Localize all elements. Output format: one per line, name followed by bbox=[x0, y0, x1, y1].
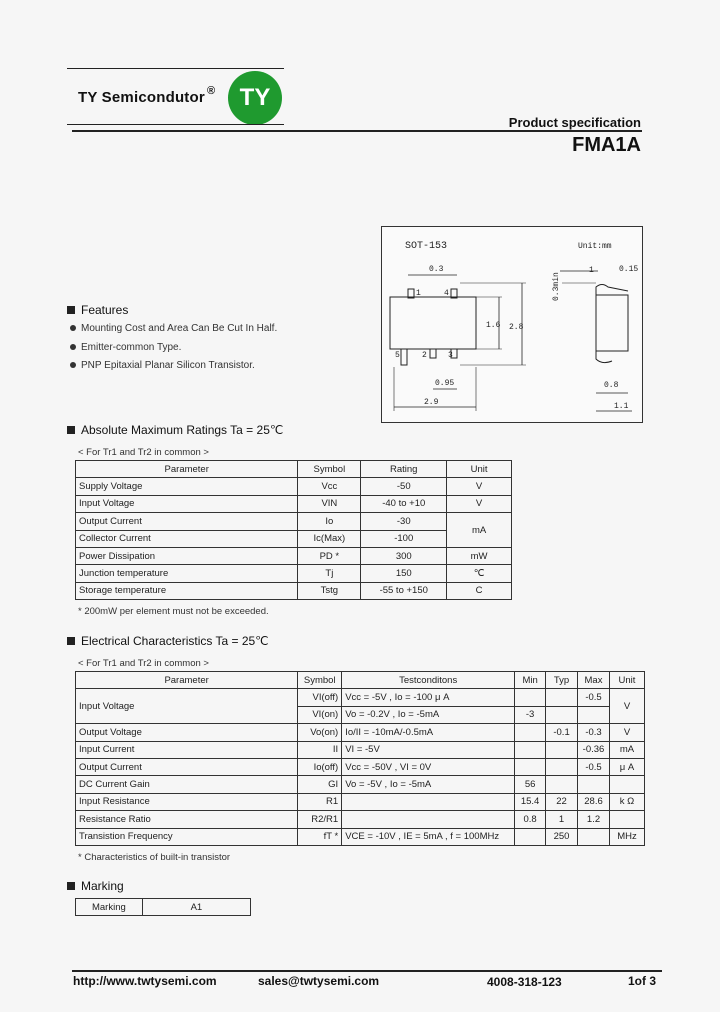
column-header: Parameter bbox=[76, 461, 298, 478]
dim-0-3-min: 0.3min bbox=[552, 272, 561, 301]
dim-2-8-vertical: 2.8 bbox=[509, 323, 524, 332]
param-cell: Input Resistance bbox=[76, 793, 298, 810]
param-cell: Junction temperature bbox=[76, 565, 298, 582]
unit-cell: mA bbox=[447, 513, 512, 548]
param-cell: Input Current bbox=[76, 741, 298, 758]
table-row bbox=[76, 758, 645, 775]
feature-item bbox=[70, 342, 181, 353]
pin-label-5: 5 bbox=[395, 351, 400, 360]
product-specification-label: Product specification bbox=[508, 115, 641, 130]
symbol-cell: PD * bbox=[298, 547, 361, 564]
typ-cell: 250 bbox=[546, 828, 578, 845]
ec-footnote: * Characteristics of built-in transistor bbox=[78, 852, 231, 863]
header-bottom-rule bbox=[67, 124, 284, 125]
section-bullet-icon bbox=[67, 637, 75, 645]
footer-phone: 4008-318-123 bbox=[487, 975, 562, 989]
column-header: Symbol bbox=[298, 672, 342, 689]
symbol-cell: Ic(Max) bbox=[298, 530, 361, 547]
table-row bbox=[76, 793, 645, 810]
min-cell: 0.8 bbox=[515, 811, 546, 828]
table-header-row bbox=[76, 672, 645, 689]
rating-cell: 150 bbox=[361, 565, 447, 582]
company-name: TY Semicondutor bbox=[78, 89, 205, 106]
unit-cell: mA bbox=[609, 741, 644, 758]
param-cell: Transistion Frequency bbox=[76, 828, 298, 845]
condition-cell: VCE = -10V , IE = 5mA , f = 100MHz bbox=[342, 828, 515, 845]
footer-page-number: 1of 3 bbox=[628, 974, 657, 988]
param-cell: Input Voltage bbox=[76, 495, 298, 512]
max-cell: 1.2 bbox=[578, 811, 610, 828]
features-title: Features bbox=[81, 303, 129, 317]
lead-bottom-2 bbox=[430, 349, 436, 358]
feature-text: Mounting Cost and Area Can Be Cut In Half. bbox=[81, 323, 278, 334]
unit-cell bbox=[609, 811, 644, 828]
param-cell: Output Current bbox=[76, 758, 298, 775]
lead-bottom-5 bbox=[401, 349, 407, 365]
amr-table bbox=[75, 460, 512, 600]
unit-cell: V bbox=[609, 724, 644, 741]
package-unit: Unit:mm bbox=[578, 242, 612, 251]
dim-0-3: 0.3 bbox=[429, 265, 444, 274]
table-row bbox=[76, 565, 512, 582]
condition-cell: Vo = -5V , Io = -5mA bbox=[342, 776, 515, 793]
column-header: Max bbox=[578, 672, 610, 689]
feature-text: PNP Epitaxial Planar Silicon Transistor. bbox=[81, 360, 255, 371]
condition-cell: Io/II = -10mA/-0.5mA bbox=[342, 724, 515, 741]
amr-subnote: < For Tr1 and Tr2 in common > bbox=[78, 447, 209, 458]
typ-cell: -0.1 bbox=[546, 724, 578, 741]
symbol-cell: Vcc bbox=[298, 478, 361, 495]
min-cell: -3 bbox=[515, 706, 546, 723]
typ-cell: 1 bbox=[546, 811, 578, 828]
footer-rule bbox=[72, 970, 662, 972]
rating-cell: -40 to +10 bbox=[361, 495, 447, 512]
package-name: SOT-153 bbox=[405, 241, 448, 252]
amr-heading bbox=[67, 423, 283, 437]
section-bullet-icon bbox=[67, 306, 75, 314]
bullet-dot-icon bbox=[70, 325, 76, 331]
max-cell bbox=[578, 776, 610, 793]
max-cell bbox=[578, 828, 610, 845]
ec-table bbox=[75, 671, 645, 846]
max-cell: -0.5 bbox=[578, 689, 610, 706]
max-cell: -0.36 bbox=[578, 741, 610, 758]
param-cell: Storage temperature bbox=[76, 582, 298, 599]
column-header: Rating bbox=[361, 461, 447, 478]
min-cell bbox=[515, 828, 546, 845]
pin-label-3: 3 bbox=[448, 351, 453, 360]
param-cell: Resistance Ratio bbox=[76, 811, 298, 828]
symbol-cell: Io(off) bbox=[298, 758, 342, 775]
dim-1-6: 1.6 bbox=[486, 321, 501, 330]
condition-cell bbox=[342, 793, 515, 810]
marking-heading bbox=[67, 879, 124, 893]
table-row bbox=[76, 513, 512, 530]
column-header: Min bbox=[515, 672, 546, 689]
typ-cell: 22 bbox=[546, 793, 578, 810]
symbol-cell: fT * bbox=[298, 828, 342, 845]
table-header-row bbox=[76, 461, 512, 478]
min-cell: 15.4 bbox=[515, 793, 546, 810]
company-logo: TY bbox=[228, 71, 282, 125]
table-row bbox=[76, 582, 512, 599]
rating-cell: -55 to +150 bbox=[361, 582, 447, 599]
feature-item bbox=[70, 323, 277, 334]
table-row bbox=[76, 776, 645, 793]
symbol-cell: VI(on) bbox=[298, 706, 342, 723]
package-side-view bbox=[596, 295, 628, 351]
package-outline-svg bbox=[382, 227, 642, 422]
symbol-cell: VIN bbox=[298, 495, 361, 512]
footer-email-link[interactable]: sales@twtysemi.com bbox=[258, 974, 380, 988]
table-row bbox=[76, 478, 512, 495]
pin-label-2: 2 bbox=[422, 351, 427, 360]
table-row bbox=[76, 495, 512, 512]
unit-cell: ℃ bbox=[447, 565, 512, 582]
section-bullet-icon bbox=[67, 882, 75, 890]
feature-text: Emitter-common Type. bbox=[81, 342, 182, 353]
symbol-cell: Tstg bbox=[298, 582, 361, 599]
column-header: Typ bbox=[546, 672, 578, 689]
amr-footnote: * 200mW per element must not be exceeded. bbox=[78, 606, 269, 617]
param-cell: Output Current bbox=[76, 513, 298, 530]
footer-website-link[interactable]: http://www.twtysemi.com bbox=[73, 974, 217, 988]
symbol-cell: II bbox=[298, 741, 342, 758]
marking-title: Marking bbox=[81, 879, 124, 893]
typ-cell bbox=[546, 741, 578, 758]
typ-cell bbox=[546, 776, 578, 793]
column-header: Unit bbox=[609, 672, 644, 689]
max-cell: 28.6 bbox=[578, 793, 610, 810]
condition-cell: Vcc = -5V , Io = -100 μ A bbox=[342, 689, 515, 706]
bullet-dot-icon bbox=[70, 344, 76, 350]
unit-cell: C bbox=[447, 582, 512, 599]
rating-cell: -50 bbox=[361, 478, 447, 495]
table-row bbox=[76, 811, 645, 828]
max-cell bbox=[578, 706, 610, 723]
registered-mark: ® bbox=[207, 85, 216, 97]
feature-item bbox=[70, 360, 255, 371]
section-bullet-icon bbox=[67, 426, 75, 434]
param-cell: Power Dissipation bbox=[76, 547, 298, 564]
condition-cell bbox=[342, 811, 515, 828]
header-top-rule bbox=[67, 68, 284, 69]
spec-rule bbox=[72, 130, 642, 132]
amr-title: Absolute Maximum Ratings Ta = 25℃ bbox=[81, 423, 284, 437]
ec-subnote: < For Tr1 and Tr2 in common > bbox=[78, 658, 209, 669]
min-cell: 56 bbox=[515, 776, 546, 793]
column-header: Testconditons bbox=[342, 672, 515, 689]
table-row bbox=[76, 724, 645, 741]
symbol-cell: VI(off) bbox=[298, 689, 342, 706]
typ-cell bbox=[546, 706, 578, 723]
max-cell: -0.3 bbox=[578, 724, 610, 741]
column-header: Parameter bbox=[76, 672, 298, 689]
features-heading bbox=[67, 303, 128, 317]
typ-cell bbox=[546, 758, 578, 775]
package-body bbox=[390, 297, 476, 349]
dim-0-95: 0.95 bbox=[435, 379, 455, 388]
param-cell: Input Voltage bbox=[76, 689, 298, 724]
table-row bbox=[76, 530, 512, 547]
table-row bbox=[76, 689, 645, 706]
symbol-cell: R2/R1 bbox=[298, 811, 342, 828]
symbol-cell: Tj bbox=[298, 565, 361, 582]
unit-cell: V bbox=[447, 495, 512, 512]
marking-value-cell: A1 bbox=[142, 899, 250, 916]
rating-cell: 300 bbox=[361, 547, 447, 564]
symbol-cell: Io bbox=[298, 513, 361, 530]
param-cell: Output Voltage bbox=[76, 724, 298, 741]
table-row bbox=[76, 741, 645, 758]
dim-0-8: 0.8 bbox=[604, 381, 619, 390]
dim-1-1: 1.1 bbox=[614, 402, 629, 411]
param-cell: Collector Current bbox=[76, 530, 298, 547]
marking-table bbox=[75, 898, 251, 916]
min-cell bbox=[515, 724, 546, 741]
typ-cell bbox=[546, 689, 578, 706]
rating-cell: -100 bbox=[361, 530, 447, 547]
min-cell bbox=[515, 758, 546, 775]
condition-cell: Vo = -0.2V , Io = -5mA bbox=[342, 706, 515, 723]
unit-cell: k Ω bbox=[609, 793, 644, 810]
unit-cell: mW bbox=[447, 547, 512, 564]
symbol-cell: GI bbox=[298, 776, 342, 793]
unit-cell: V bbox=[447, 478, 512, 495]
table-row bbox=[76, 899, 251, 916]
min-cell bbox=[515, 741, 546, 758]
dim-2-9: 2.9 bbox=[424, 398, 439, 407]
ec-title: Electrical Characteristics Ta = 25℃ bbox=[81, 634, 269, 648]
unit-cell: V bbox=[609, 689, 644, 724]
pin-label-4: 4 bbox=[444, 289, 449, 298]
condition-cell: Vcc = -50V , VI = 0V bbox=[342, 758, 515, 775]
unit-cell: μ A bbox=[609, 758, 644, 775]
table-row bbox=[76, 828, 645, 845]
unit-cell: MHz bbox=[609, 828, 644, 845]
symbol-cell: R1 bbox=[298, 793, 342, 810]
symbol-cell: Vo(on) bbox=[298, 724, 342, 741]
side-pin-label-1: 1 bbox=[589, 266, 594, 275]
pin-label-1: 1 bbox=[416, 289, 421, 298]
bullet-dot-icon bbox=[70, 362, 76, 368]
max-cell: -0.5 bbox=[578, 758, 610, 775]
package-outline-drawing bbox=[381, 226, 643, 423]
marking-label-cell: Marking bbox=[76, 899, 143, 916]
table-row bbox=[76, 547, 512, 564]
column-header: Unit bbox=[447, 461, 512, 478]
part-number: FMA1A bbox=[572, 134, 641, 156]
rating-cell: -30 bbox=[361, 513, 447, 530]
column-header: Symbol bbox=[298, 461, 361, 478]
ec-heading bbox=[67, 634, 269, 648]
condition-cell: VI = -5V bbox=[342, 741, 515, 758]
unit-cell bbox=[609, 776, 644, 793]
param-cell: Supply Voltage bbox=[76, 478, 298, 495]
dim-0-15: 0.15 bbox=[619, 265, 639, 274]
param-cell: DC Current Gain bbox=[76, 776, 298, 793]
min-cell bbox=[515, 689, 546, 706]
